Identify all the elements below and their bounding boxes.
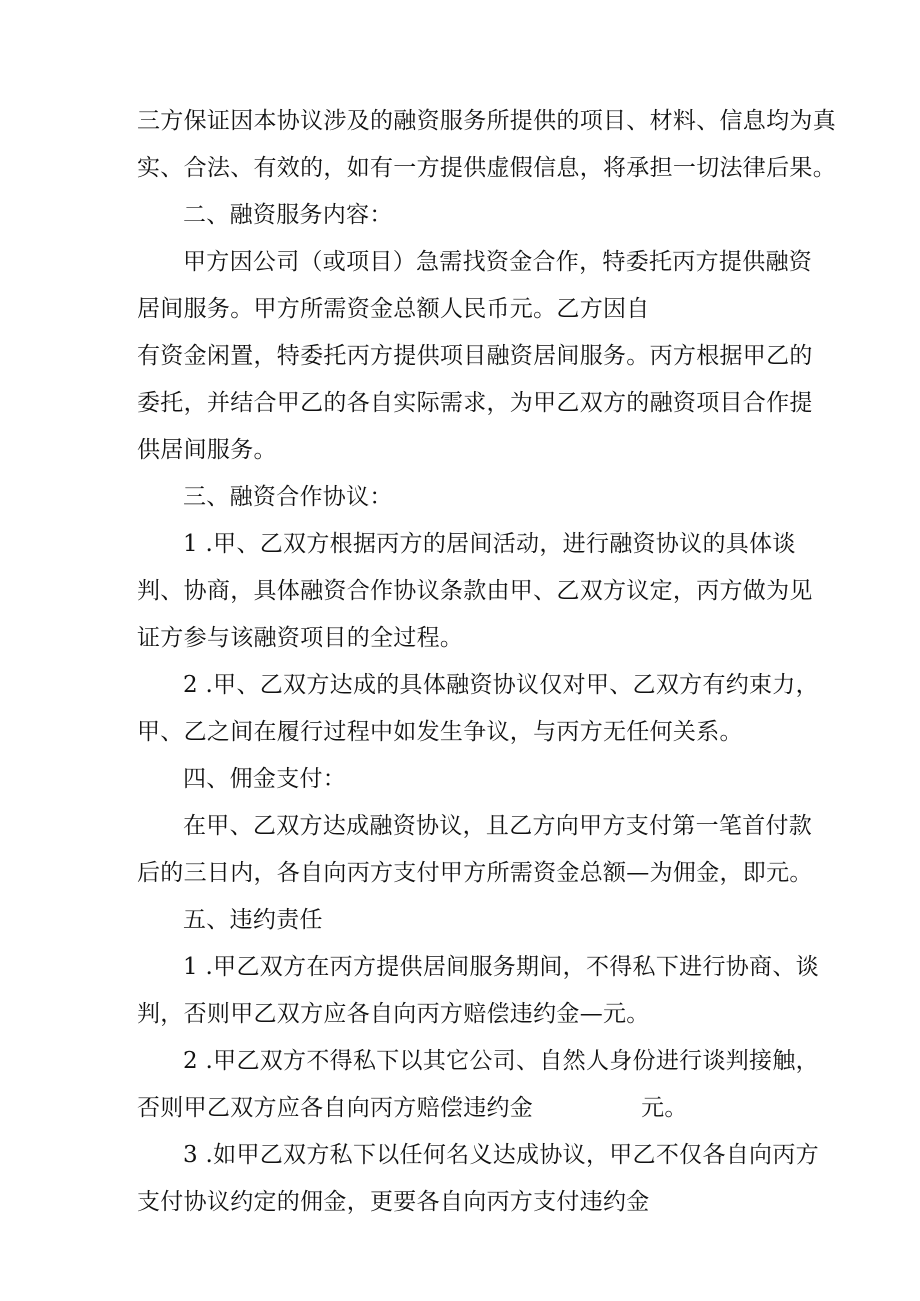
text-line: 后的三日内，各自向丙方支付甲方所需资金总额—为佣金，即元。 [137,860,813,886]
text-line: 实、合法、有效的，如有一方提供虚假信息，将承担一切法律后果。 [137,155,836,181]
section-heading: 三、融资合作协议： [183,484,393,510]
text-line: 委托，并结合甲乙的各自实际需求，为甲乙双方的融资项目合作提 [137,390,813,416]
text-segment: 元。 [641,1095,688,1121]
text-line [137,1093,688,1123]
section-heading: 二、融资服务内容： [183,202,393,228]
text-line: 有资金闲置，特委托丙方提供项目融资居间服务。丙方根据甲乙的 [137,343,813,369]
text-line: 供居间服务。 [137,437,277,463]
text-line: 甲、乙之间在履行过程中如发生争议，与丙方无任何关系。 [137,719,743,745]
text-line: 判，否则甲乙双方应各自向丙方赔偿违约金—元。 [137,1001,650,1027]
text-line: 3 .如甲乙双方私下以任何名义达成协议，甲乙不仅各自向丙方 [183,1142,819,1168]
text-line: 支付协议约定的佣金，更要各自向丙方支付违约金 [137,1189,650,1215]
text-line: 甲方因公司（或项目）急需找资金合作，特委托丙方提供融资 [183,249,813,275]
text-line: 2 .甲乙双方不得私下以其它公司、自然人身份进行谈判接触， [183,1048,819,1074]
text-line: 在甲、乙双方达成融资协议，且乙方向甲方支付第一笔首付款 [183,813,813,839]
section-heading: 五、违约责任 [183,907,323,933]
text-line: 1 .甲、乙双方根据丙方的居间活动，进行融资协议的具体谈 [183,531,796,557]
text-line: 居间服务。甲方所需资金总额人民币元。乙方因自 [137,296,650,322]
text-line: 2 .甲、乙双方达成的具体融资协议仅对甲、乙双方有约束力， [183,672,819,698]
text-line: 证方参与该融资项目的全过程。 [137,625,464,651]
text-line: 三方保证因本协议涉及的融资服务所提供的项目、材料、信息均为真 [137,108,836,134]
text-line: 1 .甲乙双方在丙方提供居间服务期间，不得私下进行协商、谈 [183,954,819,980]
text-segment: 否则甲乙双方应各自向丙方赔偿违约金 [137,1095,534,1121]
text-line: 判、协商，具体融资合作协议条款由甲、乙双方议定，丙方做为见 [137,578,813,604]
section-heading: 四、佣金支付： [183,766,347,792]
